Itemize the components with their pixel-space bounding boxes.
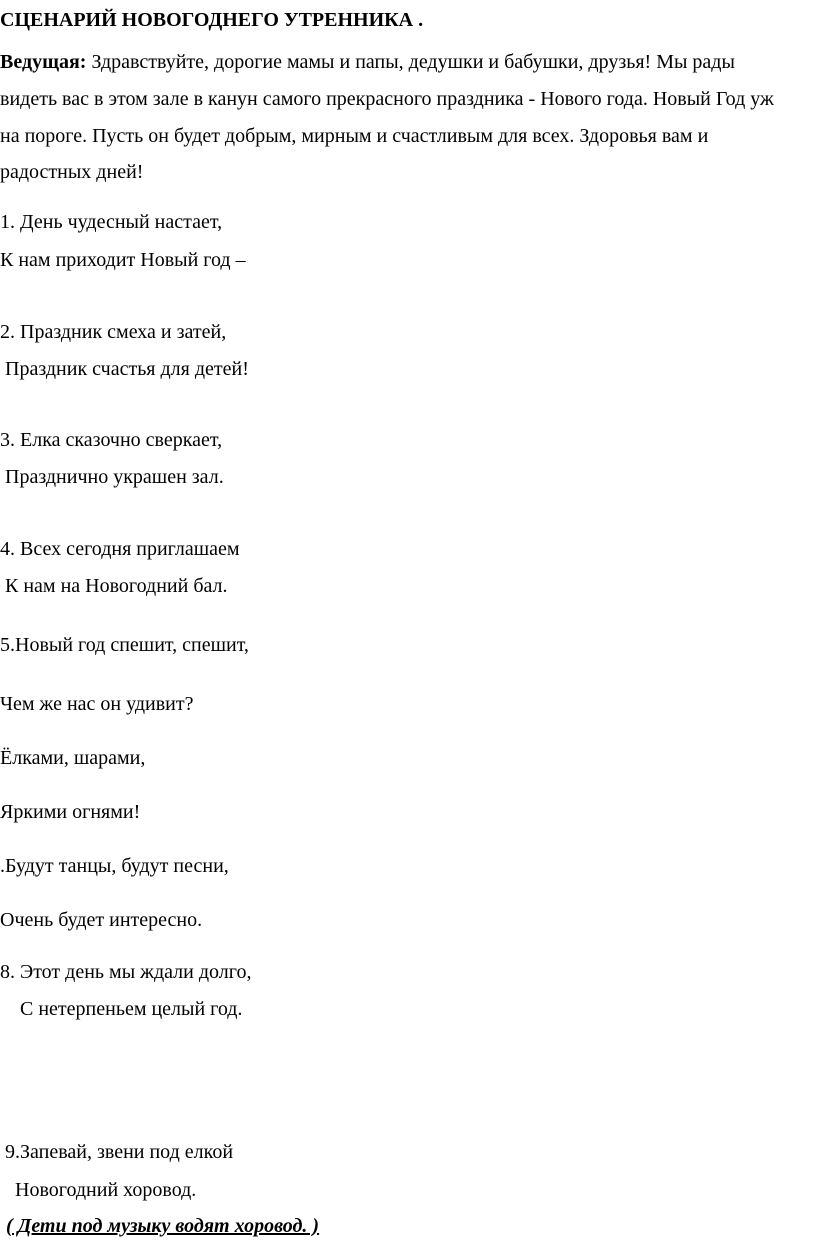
verse-5-line-6: Очень будет интересно.: [0, 909, 203, 931]
verse-2-line-2: Праздник счастья для детей!: [0, 358, 249, 380]
intro-line-4: радостных дней!: [0, 161, 144, 183]
verse-8-line-1: 8. Этот день мы ждали долго,: [0, 961, 252, 983]
verse-3-line-1: 3. Елка сказочно сверкает,: [0, 429, 223, 451]
verse-9-line-1: 9.Запевай, звени под елкой: [0, 1141, 234, 1163]
verse-5-line-1: 5.Новый год спешит, спешит,: [0, 634, 249, 656]
intro-line-1: [0, 50, 816, 74]
verse-5-line-3: Ёлками, шарами,: [0, 747, 146, 769]
stage-direction: ( Дети под музыку водят хоровод. ): [6, 1215, 320, 1237]
verse-3-line-2: Празднично украшен зал.: [0, 466, 224, 488]
intro-line-3: на пороге. Пусть он будет добрым, мирным и счастливым для всех. Здоровья вам и: [0, 125, 709, 147]
verse-1-line-2: К нам приходит Новый год –: [0, 249, 246, 271]
verse-1-line-1: 1. День чудесный настает,: [0, 211, 223, 233]
intro-text-1: Здравствуйте, дорогие мамы и папы, дедушки и бабушки, друзья! Мы рады: [86, 51, 735, 73]
verse-5-line-2: Чем же нас он удивит?: [0, 693, 194, 715]
verse-5-line-4: Яркими огнями!: [0, 801, 141, 823]
verse-4-line-2: К нам на Новогодний бал.: [0, 575, 228, 597]
intro-line-2: видеть вас в этом зале в канун самого прекрасного праздника - Нового года. Новый Год уж: [0, 88, 774, 110]
verse-8-line-2: С нетерпеньем целый год.: [0, 998, 243, 1020]
verse-9-line-2: Новогодний хоровод.: [0, 1179, 197, 1201]
verse-2-line-1: 2. Праздник смеха и затей,: [0, 321, 227, 343]
verse-5-line-5: .Будут танцы, будут песни,: [0, 855, 229, 877]
verse-4-line-1: 4. Всех сегодня приглашаем: [0, 538, 240, 560]
document-title: СЦЕНАРИЙ НОВОГОДНЕГО УТРЕННИКА .: [0, 9, 424, 31]
speaker-label: Ведущая:: [0, 51, 87, 73]
